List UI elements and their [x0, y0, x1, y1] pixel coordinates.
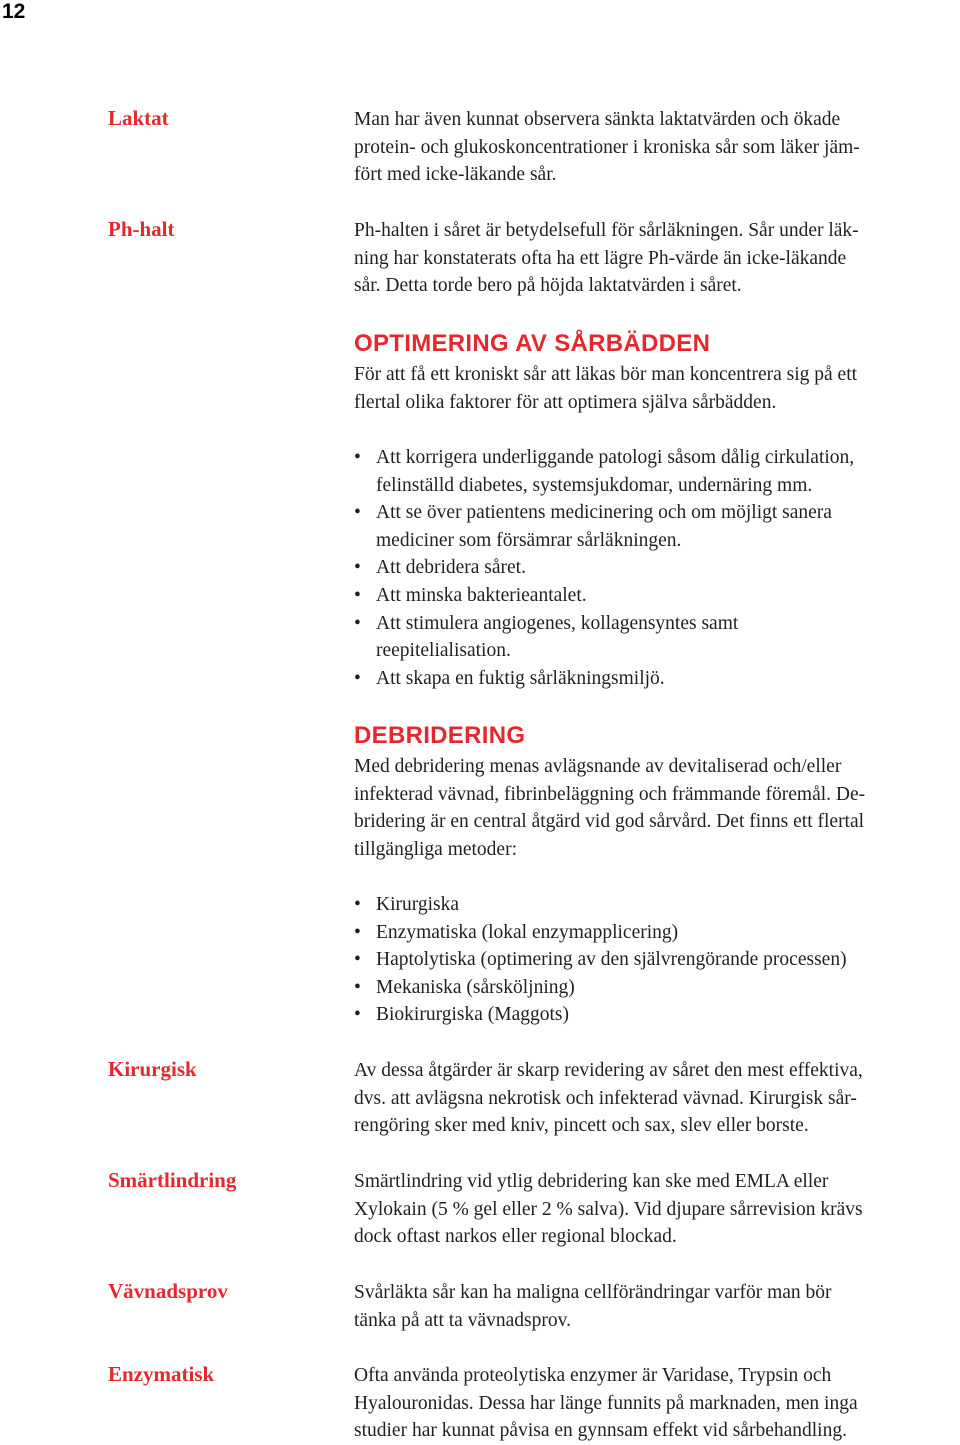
list-item-line: • Att korrigera underliggande patologi såsom dålig cirkulation,: [376, 447, 855, 468]
text-line: dvs. att avlägsna nekrotisk och infekterad vävnad. Kirurgisk sår-: [354, 1087, 857, 1109]
text-line: Hyalouronidas. Dessa har länge funnits på marknaden, men inga: [354, 1392, 858, 1414]
list-item: [354, 444, 958, 499]
paragraph-ph-halt: [354, 217, 958, 300]
list-item: • Kirurgiska: [354, 891, 958, 919]
text-line: dock oftast narkos eller regional blockad.: [354, 1226, 677, 1248]
side-label-kirurgisk: Kirurgisk: [108, 1057, 197, 1081]
side-label-vavnadsprov: Vävnadsprov: [108, 1279, 228, 1303]
list-item: • Mekaniska (sårsköljning): [354, 974, 958, 1002]
heading-optimering: OPTIMERING AV SÅRBÄDDEN: [354, 330, 711, 357]
text-line: Smärtlindring vid ytlig debridering kan ske med EMLA eller: [354, 1171, 829, 1192]
side-label-enzymatisk: Enzymatisk: [108, 1362, 215, 1386]
text-line: Med debridering menas avlägsnande av devitaliserad och/eller: [354, 756, 842, 777]
list-item: • Haptolytiska (optimering av den självrengörande processen): [354, 946, 958, 974]
paragraph-debridering: [354, 753, 958, 863]
list-item-line: felinställd diabetes, systemsjukdomar, undernäring mm.: [376, 474, 813, 496]
side-label-smartlindring: Smärtlindring: [108, 1168, 237, 1192]
text-line: infekterad vävnad, fibrinbeläggning och främmande föremål. De-: [354, 783, 866, 805]
optimering-bullet-list: [354, 444, 958, 692]
list-item: [354, 610, 958, 665]
text-line: studier har kunnat påvisa en gynnsam effekt vid sårbehandling.: [354, 1420, 847, 1442]
text-line: bridering är en central åtgärd vid god sårvård. Det finns ett flertal: [354, 811, 865, 833]
text-line: ning har konstaterats ofta ha ett lägre Ph-värde än icke-läkande: [354, 247, 847, 269]
list-item-line: • Att se över patientens medicinering och om möjligt sanera: [376, 502, 832, 524]
list-item-line: • Att skapa en fuktig sårläkningsmiljö.: [376, 667, 665, 689]
list-item: • Biokirurgiska (Maggots): [354, 1001, 958, 1029]
list-item-line: reepitelialisation.: [376, 640, 511, 662]
text-line: sår. Detta torde bero på höjda laktatvärden i såret.: [354, 275, 742, 297]
text-line: För att få ett kroniskt sår att läkas bör man koncentrera sig på ett: [354, 364, 858, 385]
side-label-laktat: Laktat: [108, 106, 169, 130]
text-line: Xylokain (5 % gel eller 2 % salva). Vid djupare sårrevision krävs: [354, 1198, 863, 1220]
paragraph-kirurgisk: [354, 1057, 958, 1140]
list-item: [354, 499, 958, 554]
list-item: [354, 554, 958, 582]
text-line: Ofta använda proteolytiska enzymer är Varidase, Trypsin och: [354, 1365, 832, 1386]
paragraph-vavnadsprov: [354, 1279, 958, 1334]
list-item-line: • Att minska bakterieantalet.: [376, 584, 587, 606]
text-line: rengöring sker med kniv, pincett och sax, slev eller borste.: [354, 1115, 809, 1137]
list-item: [354, 582, 958, 610]
debridering-method-list: [354, 891, 958, 1029]
list-item-line: • Att stimulera angiogenes, kollagensyntes samt: [376, 612, 739, 634]
text-line: Svårläkta sår kan ha maligna cellförändringar varför man bör: [354, 1282, 832, 1303]
side-label-ph-halt: Ph-halt: [108, 217, 175, 241]
paragraph-laktat: [354, 106, 958, 189]
paragraph-optimering: [354, 361, 958, 416]
page-number: 12: [2, 0, 26, 23]
list-item: [354, 665, 958, 693]
text-line: flertal olika faktorer för att optimera själva sårbädden.: [354, 391, 777, 413]
paragraph-smartlindring: [354, 1168, 958, 1251]
heading-debridering: DEBRIDERING: [354, 722, 526, 749]
list-item-line: mediciner som försämrar sårläkningen.: [376, 529, 682, 551]
text-line: protein- och glukoskoncentrationer i kroniska sår som läker jäm-: [354, 136, 860, 158]
list-item-line: • Att debridera såret.: [376, 557, 526, 579]
text-line: fört med icke-läkande sår.: [354, 164, 557, 186]
paragraph-enzymatisk: [354, 1362, 958, 1445]
text-line: Av dessa åtgärder är skarp revidering av såret den mest effektiva,: [354, 1060, 863, 1081]
text-line: tänka på att ta vävnadsprov.: [354, 1309, 571, 1331]
text-line: tillgängliga metoder:: [354, 838, 517, 860]
text-line: Man har även kunnat observera sänkta laktatvärden och ökade: [354, 109, 841, 130]
list-item: • Enzymatiska (lokal enzymapplicering): [354, 919, 958, 947]
text-line: Ph-halten i såret är betydelsefull för sårläkningen. Sår under läk-: [354, 220, 859, 241]
